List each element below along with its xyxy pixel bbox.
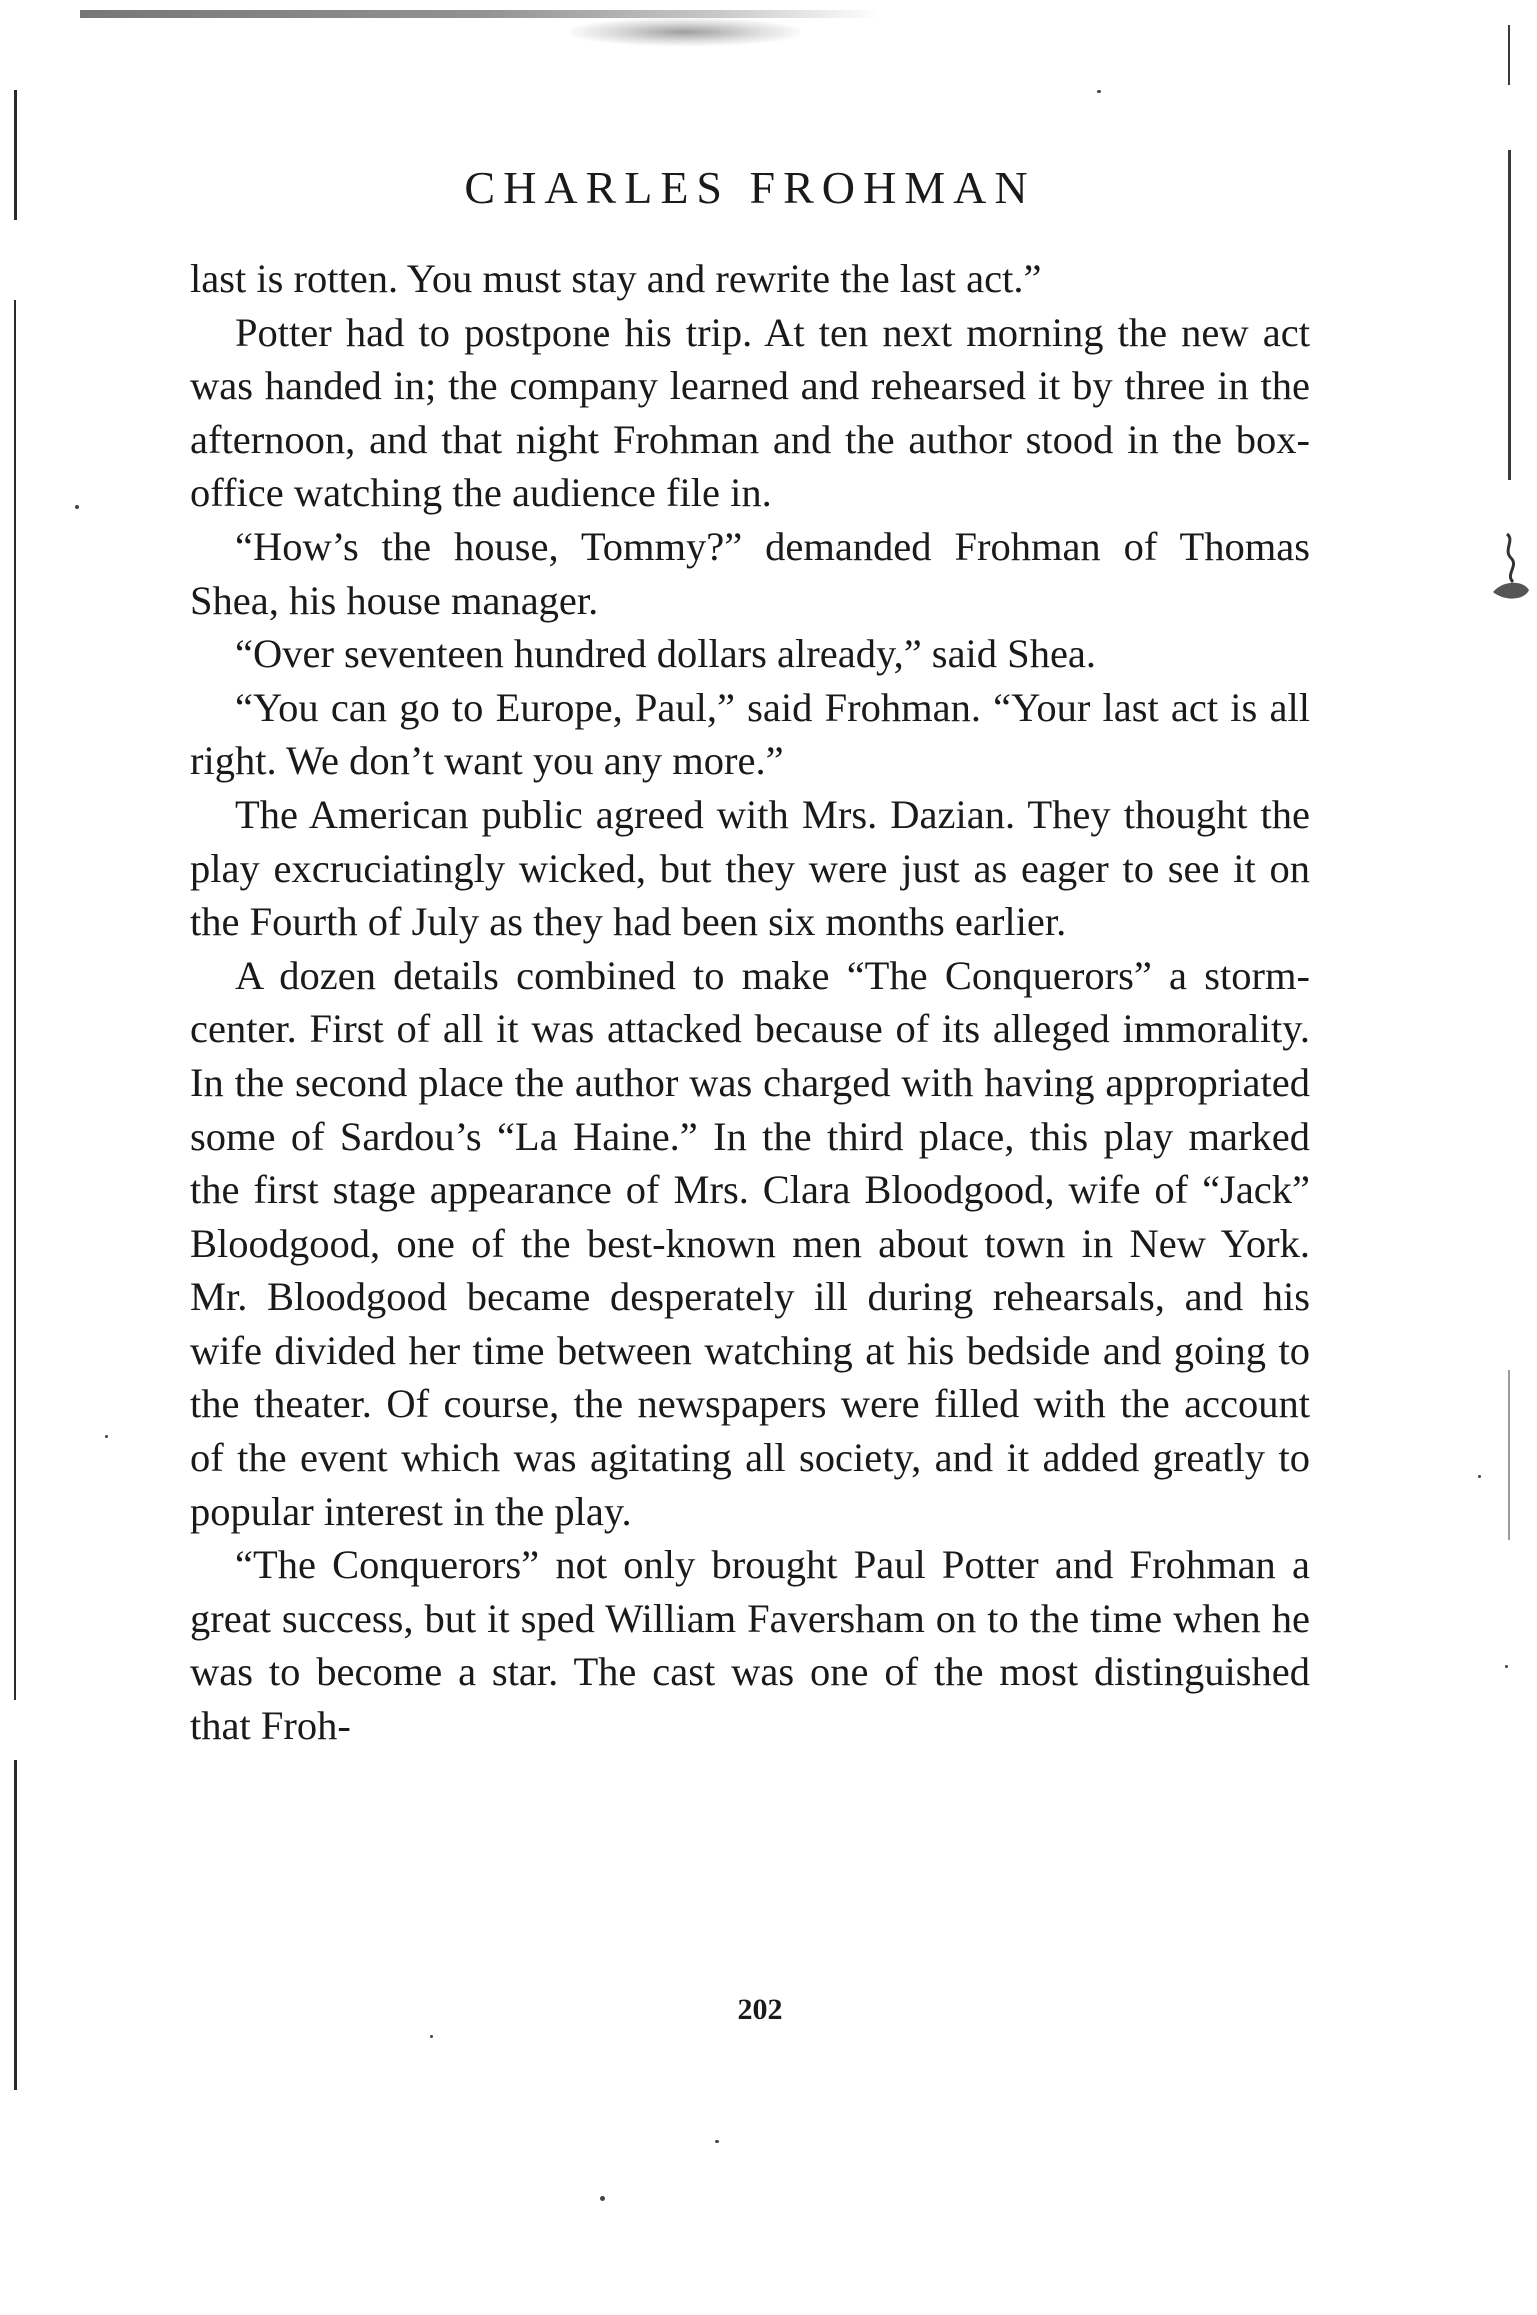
page-number: 202 bbox=[737, 1993, 783, 2026]
scan-edge-left bbox=[14, 300, 16, 1700]
scan-speck bbox=[75, 505, 79, 509]
running-head: CHARLES FROHMAN bbox=[464, 162, 1036, 213]
scan-speck bbox=[430, 2035, 433, 2038]
paragraph: The American public agreed with Mrs. Dazian. They thought the play excruciatingly wicked, but they were just as eager to see it on the Fourth of July as they had been six months earlier. bbox=[190, 791, 1310, 945]
scan-edge-left bbox=[14, 1760, 17, 2090]
scan-speck bbox=[600, 2196, 605, 2201]
paragraph: A dozen details combined to make “The Conquerors” a storm-center. First of all it was attacked because of its alleged immorality. In the second place the author was charged with having appropriated some of Sardou’s “La Haine.” In the third place, this play marked the first stage appearance of Mrs. Clara Bloodgood, wife of “Jack” Bloodgood, one of the best-known men about town in New York. Mr. Bloodgood became desperately ill during rehearsals, and his wife divided her time between watching at his bedside and going to the theater. Of course, the newspapers were filled with the account of the event which was agitating all society, and it added greatly to popular interest in the play. bbox=[190, 952, 1310, 1534]
margin-ink-mark bbox=[1485, 530, 1535, 610]
scan-speck bbox=[1097, 90, 1101, 93]
paragraph: last is rotten. You must stay and rewrite the last act.” bbox=[190, 256, 1042, 301]
scan-speck bbox=[715, 2140, 719, 2143]
paragraph: Potter had to postpone his trip. At ten next morning the new act was handed in; the company learned and rehearsed it by three in the afternoon, and that night Frohman and the author stood in the box-office watching the audience file in. bbox=[190, 309, 1310, 516]
paragraph: “You can go to Europe, Paul,” said Frohman. “Your last act is all right. We don’t want you any more.” bbox=[190, 684, 1310, 784]
scan-edge-right bbox=[1508, 1370, 1510, 1540]
paragraph: “How’s the house, Tommy?” demanded Frohman of Thomas Shea, his house manager. bbox=[190, 523, 1310, 623]
scan-speck bbox=[1505, 1665, 1508, 1668]
paragraph: “The Conquerors” not only brought Paul Potter and Frohman a great success, but it sped William Faversham on to the time when he was to become a star. The cast was one of the most distinguished that Froh- bbox=[190, 1542, 1310, 1749]
scan-speck bbox=[1478, 1475, 1481, 1478]
scan-speck bbox=[105, 1435, 108, 1438]
scan-edge-right bbox=[1508, 150, 1511, 480]
scan-smudge bbox=[570, 18, 800, 46]
paragraph: “Over seventeen hundred dollars already,” said Shea. bbox=[235, 631, 1097, 677]
body-text bbox=[190, 252, 1310, 1753]
scan-edge-left bbox=[14, 90, 17, 220]
scan-edge-top bbox=[80, 10, 880, 18]
scan-edge-right bbox=[1508, 25, 1510, 85]
